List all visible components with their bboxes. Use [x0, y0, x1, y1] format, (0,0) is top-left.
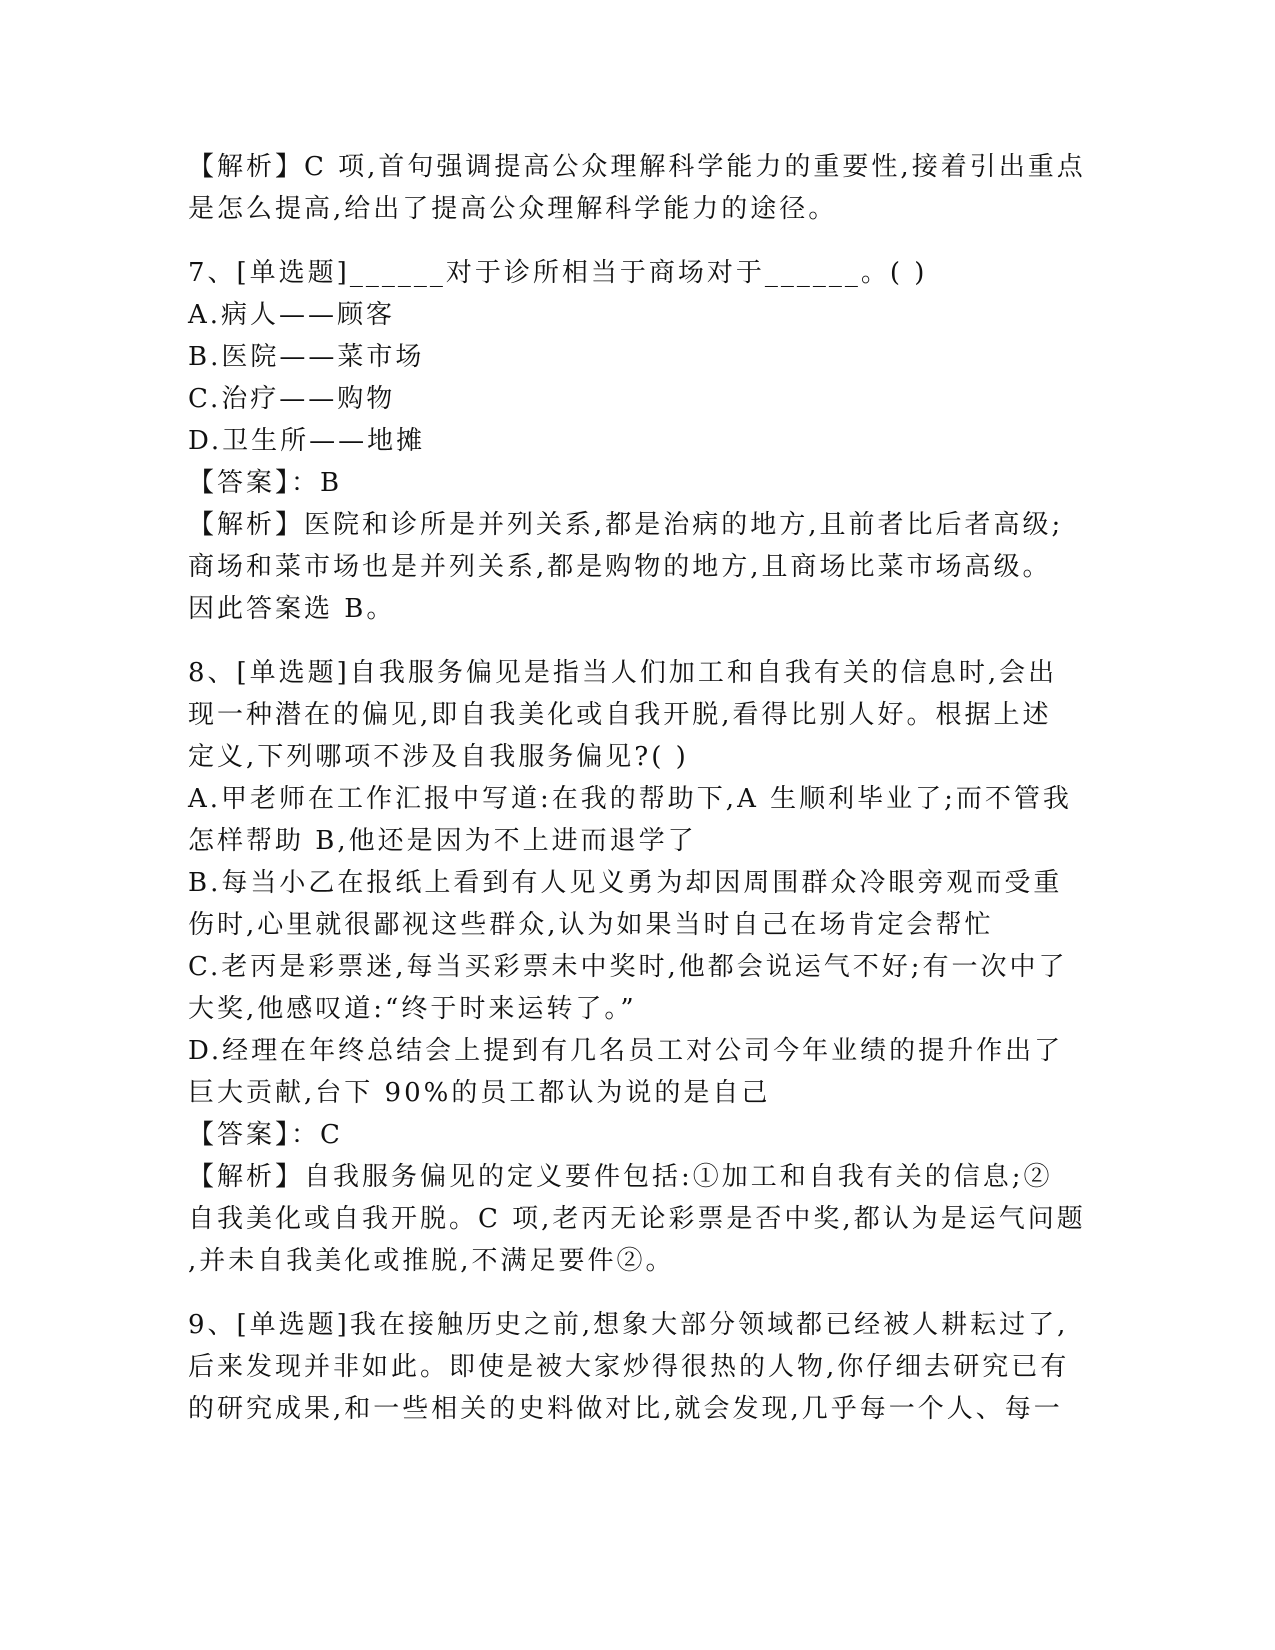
option-b: B.每当小乙在报纸上看到有人见义勇为却因周围群众冷眼旁观而受重	[188, 868, 1063, 898]
option-a: A.病人——顾客	[188, 300, 396, 330]
question-stem: 定义,下列哪项不涉及自我服务偏见?( )	[188, 742, 689, 772]
option-a: A.甲老师在工作汇报中写道:在我的帮助下,A 生顺利毕业了;而不管我	[188, 784, 1072, 814]
option-a-continued: 怎样帮助 B,他还是因为不上进而退学了	[188, 826, 697, 856]
paragraph-gap	[188, 630, 1088, 652]
analysis-line: 自我美化或自我开脱。C 项,老丙无论彩票是否中奖,都认为是运气问题	[188, 1204, 1086, 1234]
analysis-line: 【解析】医院和诊所是并列关系,都是治病的地方,且前者比后者高级;	[188, 510, 1064, 540]
option-c-continued: 大奖,他感叹道:“终于时来运转了。”	[188, 994, 637, 1024]
analysis-line: 是怎么提高,给出了提高公众理解科学能力的途径。	[188, 194, 838, 224]
option-d: D.卫生所——地摊	[188, 426, 426, 456]
question-stem: 9、[单选题]我在接触历史之前,想象大部分领域都已经被人耕耘过了,	[188, 1310, 1069, 1340]
question-stem: 后来发现并非如此。即使是被大家炒得很热的人物,你仔细去研究已有	[188, 1352, 1070, 1382]
previous-analysis-block	[188, 146, 1088, 230]
question-stem: 8、[单选题]自我服务偏见是指当人们加工和自我有关的信息时,会出	[188, 658, 1058, 688]
analysis-line: 商场和菜市场也是并列关系,都是购物的地方,且商场比菜市场高级。	[188, 552, 1052, 582]
option-d-continued: 巨大贡献,台下 90%的员工都认为说的是自己	[188, 1078, 771, 1108]
paragraph-gap	[188, 1282, 1088, 1304]
analysis-line: 【解析】自我服务偏见的定义要件包括:①加工和自我有关的信息;②	[188, 1162, 1053, 1192]
option-c: C.老丙是彩票迷,每当买彩票未中奖时,他都会说运气不好;有一次中了	[188, 952, 1068, 982]
question-stem: 的研究成果,和一些相关的史料做对比,就会发现,几乎每一个人、每一	[188, 1394, 1063, 1424]
option-c: C.治疗——购物	[188, 384, 396, 414]
question-stem: 7、[单选题]______对于诊所相当于商场对于______。( )	[188, 258, 928, 288]
analysis-line: 因此答案选 B。	[188, 594, 396, 624]
paragraph-gap	[188, 230, 1088, 252]
question-stem: 现一种潜在的偏见,即自我美化或自我开脱,看得比别人好。根据上述	[188, 700, 1052, 730]
option-d: D.经理在年终总结会上提到有几名员工对公司今年业绩的提升作出了	[188, 1036, 1064, 1066]
analysis-line: 【解析】C 项,首句强调提高公众理解科学能力的重要性,接着引出重点	[188, 152, 1086, 182]
option-b: B.医院——菜市场	[188, 342, 425, 372]
option-b-continued: 伤时,心里就很鄙视这些群众,认为如果当时自己在场肯定会帮忙	[188, 910, 994, 940]
answer-line: 【答案】：B	[188, 468, 343, 498]
question-9	[188, 1304, 1088, 1430]
answer-line: 【答案】：C	[188, 1120, 343, 1150]
document-body	[188, 146, 1088, 1430]
analysis-line: ,并未自我美化或推脱,不满足要件②。	[188, 1246, 675, 1276]
question-7	[188, 252, 1088, 630]
question-8	[188, 652, 1088, 1282]
